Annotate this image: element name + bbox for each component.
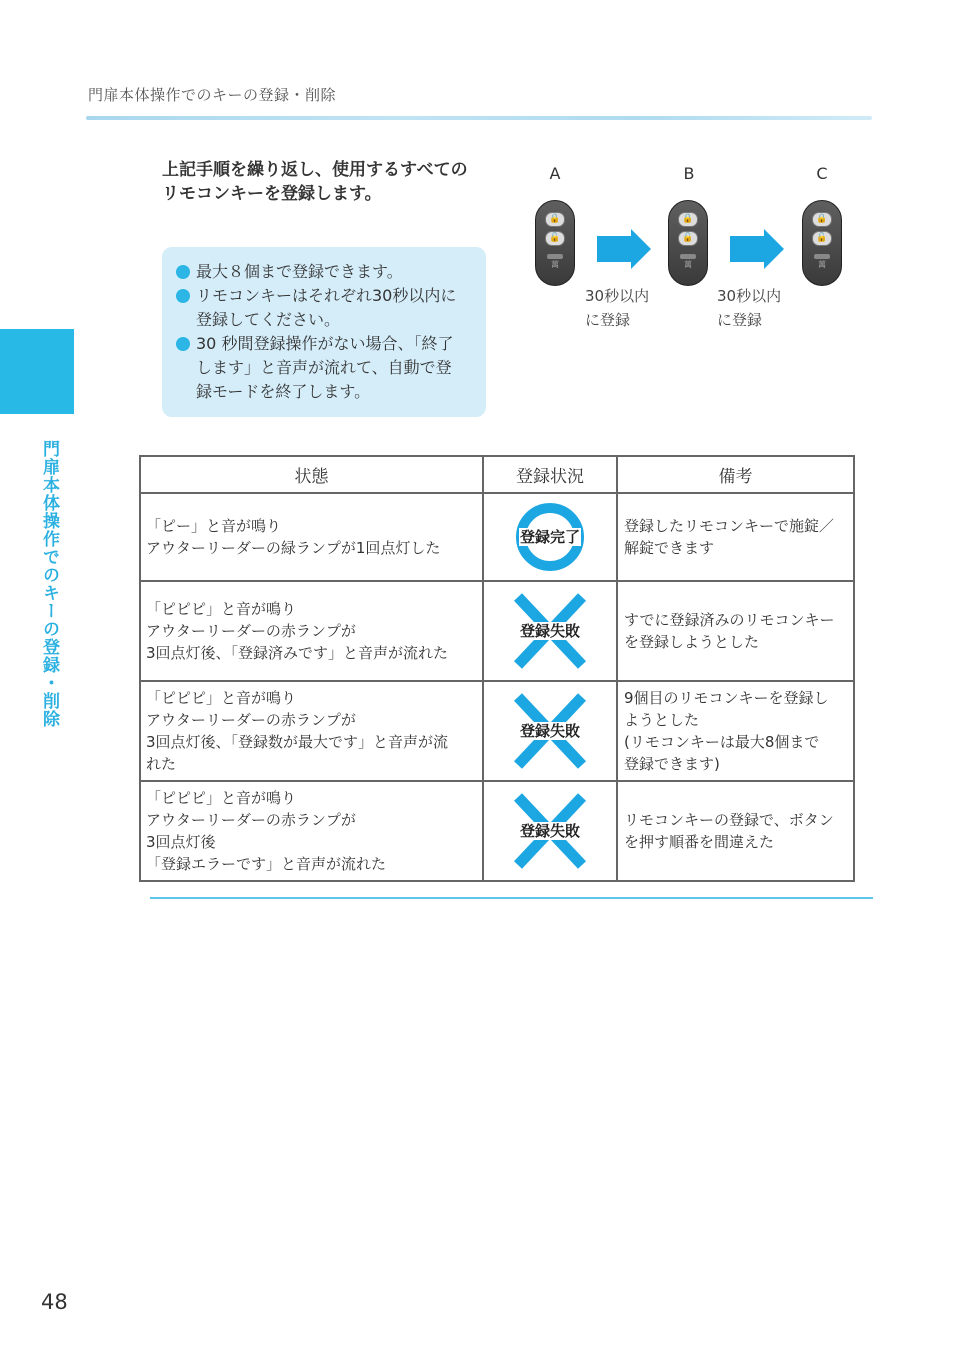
state-line: 「ピピピ」と音が鳴り xyxy=(146,600,297,618)
success-mark xyxy=(510,499,590,575)
state-line: 「登録エラーです」と音声が流れた xyxy=(146,855,387,873)
table-row xyxy=(140,781,854,881)
instruction-line-2: リモコンキーを登録します。 xyxy=(162,184,382,204)
remark-line: 登録できます) xyxy=(624,755,720,773)
step-note-line: 30秒以内 xyxy=(585,287,650,305)
bullet-icon xyxy=(176,337,190,351)
notes-box xyxy=(162,247,486,417)
remote-key-fob-icon xyxy=(802,200,842,286)
remark-line: ようとした xyxy=(624,711,700,729)
result-cell xyxy=(483,781,617,881)
header-state: 状態 xyxy=(140,456,483,493)
side-tab-label: 門扉本体操作でのキーの登録・削除 xyxy=(39,440,59,728)
remark-line: すでに登録済みのリモコンキー xyxy=(624,611,835,629)
table-row xyxy=(140,681,854,781)
result-label xyxy=(510,793,590,869)
result-text: 登録失敗 xyxy=(519,722,580,740)
remark-cell xyxy=(617,493,854,581)
result-cell xyxy=(483,581,617,681)
state-line: 「ピピピ」と音が鳴り xyxy=(146,689,297,707)
result-cell xyxy=(483,681,617,781)
lock-icon: 🔒 xyxy=(812,212,832,227)
note-item xyxy=(176,332,474,404)
result-label xyxy=(510,693,590,769)
step-note-line: に登録 xyxy=(585,311,631,329)
state-cell xyxy=(140,581,483,681)
bullet-icon xyxy=(176,289,190,303)
side-tab-marker xyxy=(0,329,74,414)
arrow-right-icon xyxy=(597,229,651,269)
note-line: リモコンキーはそれぞれ30秒以内に xyxy=(196,286,457,305)
remark-line: を登録しようとした xyxy=(624,633,760,651)
result-label xyxy=(510,499,590,575)
state-line: アウターリーダーの緑ランプが1回点灯した xyxy=(146,539,441,557)
table-row xyxy=(140,581,854,681)
table-header-row xyxy=(140,456,854,493)
note-line: 登録してください。 xyxy=(196,310,341,329)
result-text: 登録完了 xyxy=(519,528,580,546)
note-item xyxy=(176,260,474,284)
step-note-1 xyxy=(585,284,649,332)
fob-logo: 萬 xyxy=(818,260,826,269)
state-line: アウターリーダーの赤ランプが xyxy=(146,622,356,640)
state-line: アウターリーダーの赤ランプが xyxy=(146,711,356,729)
remark-line: 9個目のリモコンキーを登録し xyxy=(624,689,829,707)
remark-line: (リモコンキーは最大8個まで xyxy=(624,733,820,751)
note-line: します」と音声が流れて、自動で登 xyxy=(196,358,452,377)
remark-cell xyxy=(617,681,854,781)
table-row xyxy=(140,493,854,581)
fob-label-b: B xyxy=(683,164,695,183)
unlock-icon: 🔓 xyxy=(812,231,832,246)
failure-mark xyxy=(510,793,590,869)
state-line: 「ピー」と音が鳴り xyxy=(146,517,282,535)
step-note-line: 30秒以内 xyxy=(717,287,782,305)
lock-icon: 🔒 xyxy=(678,212,698,227)
state-line: 3回点灯後、「登録済みです」と音声が流れた xyxy=(146,644,449,662)
note-item xyxy=(176,284,474,332)
lock-icon: 🔒 xyxy=(545,212,565,227)
fob-label-c: C xyxy=(816,164,828,183)
remark-line: 登録したリモコンキーで施錠／ xyxy=(624,517,835,535)
step-note-line: に登録 xyxy=(717,311,763,329)
bottom-divider xyxy=(150,897,873,899)
fob-logo: 萬 xyxy=(684,260,692,269)
note-line: 録モードを終了します。 xyxy=(196,382,371,401)
bullet-icon xyxy=(176,265,190,279)
failure-mark xyxy=(510,693,590,769)
registration-status-table xyxy=(139,455,855,882)
remote-key-fob-icon xyxy=(535,200,575,286)
remark-cell xyxy=(617,781,854,881)
state-cell xyxy=(140,493,483,581)
state-cell xyxy=(140,681,483,781)
unlock-icon: 🔓 xyxy=(678,231,698,246)
unlock-icon: 🔓 xyxy=(545,231,565,246)
result-text: 登録失敗 xyxy=(519,822,580,840)
page-header-title: 門扉本体操作でのキーの登録・削除 xyxy=(88,86,337,104)
header-result: 登録状況 xyxy=(483,456,617,493)
result-text: 登録失敗 xyxy=(519,622,580,640)
fob-label-a: A xyxy=(549,164,561,183)
arrow-right-icon xyxy=(730,229,784,269)
step-note-2 xyxy=(717,284,781,332)
result-label xyxy=(510,593,590,669)
remark-line: を押す順番を間違えた xyxy=(624,833,775,851)
page-number: 48 xyxy=(41,1290,68,1314)
note-line: 最大８個まで登録できます。 xyxy=(196,262,403,281)
remark-line: 解錠できます xyxy=(624,539,715,557)
remark-cell xyxy=(617,581,854,681)
header-divider xyxy=(86,116,872,120)
header-remark: 備考 xyxy=(617,456,854,493)
remote-key-fob-icon xyxy=(668,200,708,286)
state-line: アウターリーダーの赤ランプが xyxy=(146,811,356,829)
note-line: 30 秒間登録操作がない場合、「終了 xyxy=(196,334,454,353)
state-line: れた xyxy=(146,755,177,773)
instruction-text xyxy=(162,158,492,206)
state-line: 「ピピピ」と音が鳴り xyxy=(146,789,297,807)
failure-mark xyxy=(510,593,590,669)
result-cell xyxy=(483,493,617,581)
state-cell xyxy=(140,781,483,881)
fob-logo: 萬 xyxy=(551,260,559,269)
state-line: 3回点灯後、「登録数が最大です」と音声が流 xyxy=(146,733,449,751)
instruction-line-1: 上記手順を繰り返し、使用するすべての xyxy=(162,160,468,180)
state-line: 3回点灯後 xyxy=(146,833,216,851)
remark-line: リモコンキーの登録で、ボタン xyxy=(624,811,834,829)
